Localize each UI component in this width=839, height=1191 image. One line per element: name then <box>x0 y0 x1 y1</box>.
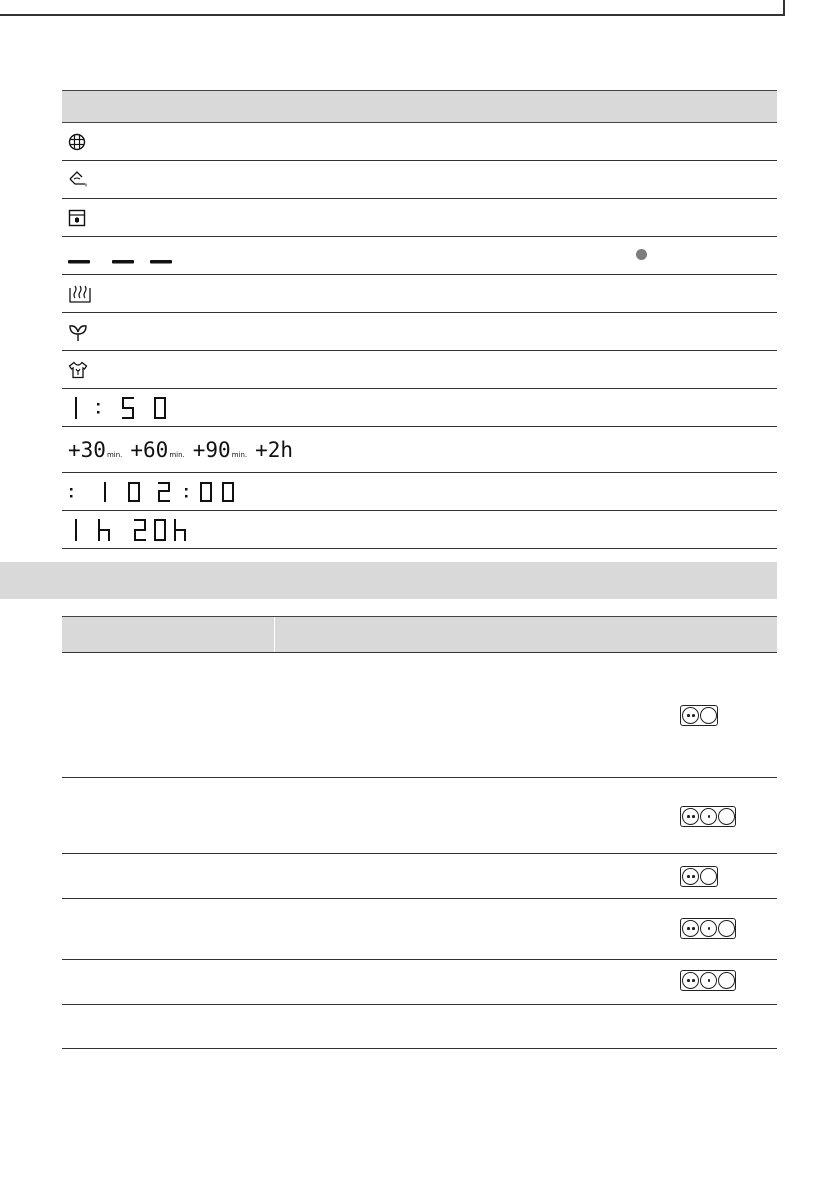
grid-globe-icon <box>68 123 86 160</box>
programmes-table <box>62 616 777 1049</box>
door-lock-icon <box>68 199 86 236</box>
table-row <box>62 1005 777 1049</box>
heat-steam-icon <box>68 275 92 312</box>
table-row <box>62 854 777 899</box>
table-row <box>62 427 777 473</box>
table-row <box>62 899 777 960</box>
table-row <box>62 351 777 389</box>
table-row <box>62 123 777 161</box>
top-rule <box>0 14 785 16</box>
section-banner <box>0 562 777 599</box>
symbols-table <box>62 90 777 549</box>
extension-60: +60min. <box>130 437 185 462</box>
dash-segments-icon <box>68 237 178 274</box>
table-row <box>62 653 777 778</box>
delay-display-icon <box>68 511 198 548</box>
two-socket-icon <box>680 866 718 887</box>
table-row <box>62 199 777 237</box>
time-extension-icon <box>68 427 293 472</box>
table-row <box>62 237 777 275</box>
two-socket-icon <box>680 705 718 726</box>
three-socket-icon <box>680 806 736 827</box>
time-display-icon <box>68 389 178 426</box>
table-row <box>62 389 777 427</box>
extension-90: +90min. <box>192 437 248 462</box>
table-row <box>62 313 777 351</box>
fan-icon <box>68 313 88 350</box>
rinse-aid-icon <box>68 161 90 198</box>
status-dot <box>636 249 647 260</box>
top-rule-end <box>783 0 785 16</box>
clock-display-icon <box>68 473 238 510</box>
shirt-icon <box>68 351 88 388</box>
table-row <box>62 778 777 854</box>
three-socket-icon <box>680 918 736 939</box>
table-row <box>62 161 777 199</box>
table-header <box>62 616 777 653</box>
table-row <box>62 473 777 511</box>
extension-2h: +2h <box>255 437 294 462</box>
three-socket-icon <box>680 970 736 991</box>
table-row <box>62 960 777 1005</box>
table-header <box>62 90 777 123</box>
table-row <box>62 275 777 313</box>
extension-30: +30min. <box>68 437 123 462</box>
table-row <box>62 511 777 549</box>
